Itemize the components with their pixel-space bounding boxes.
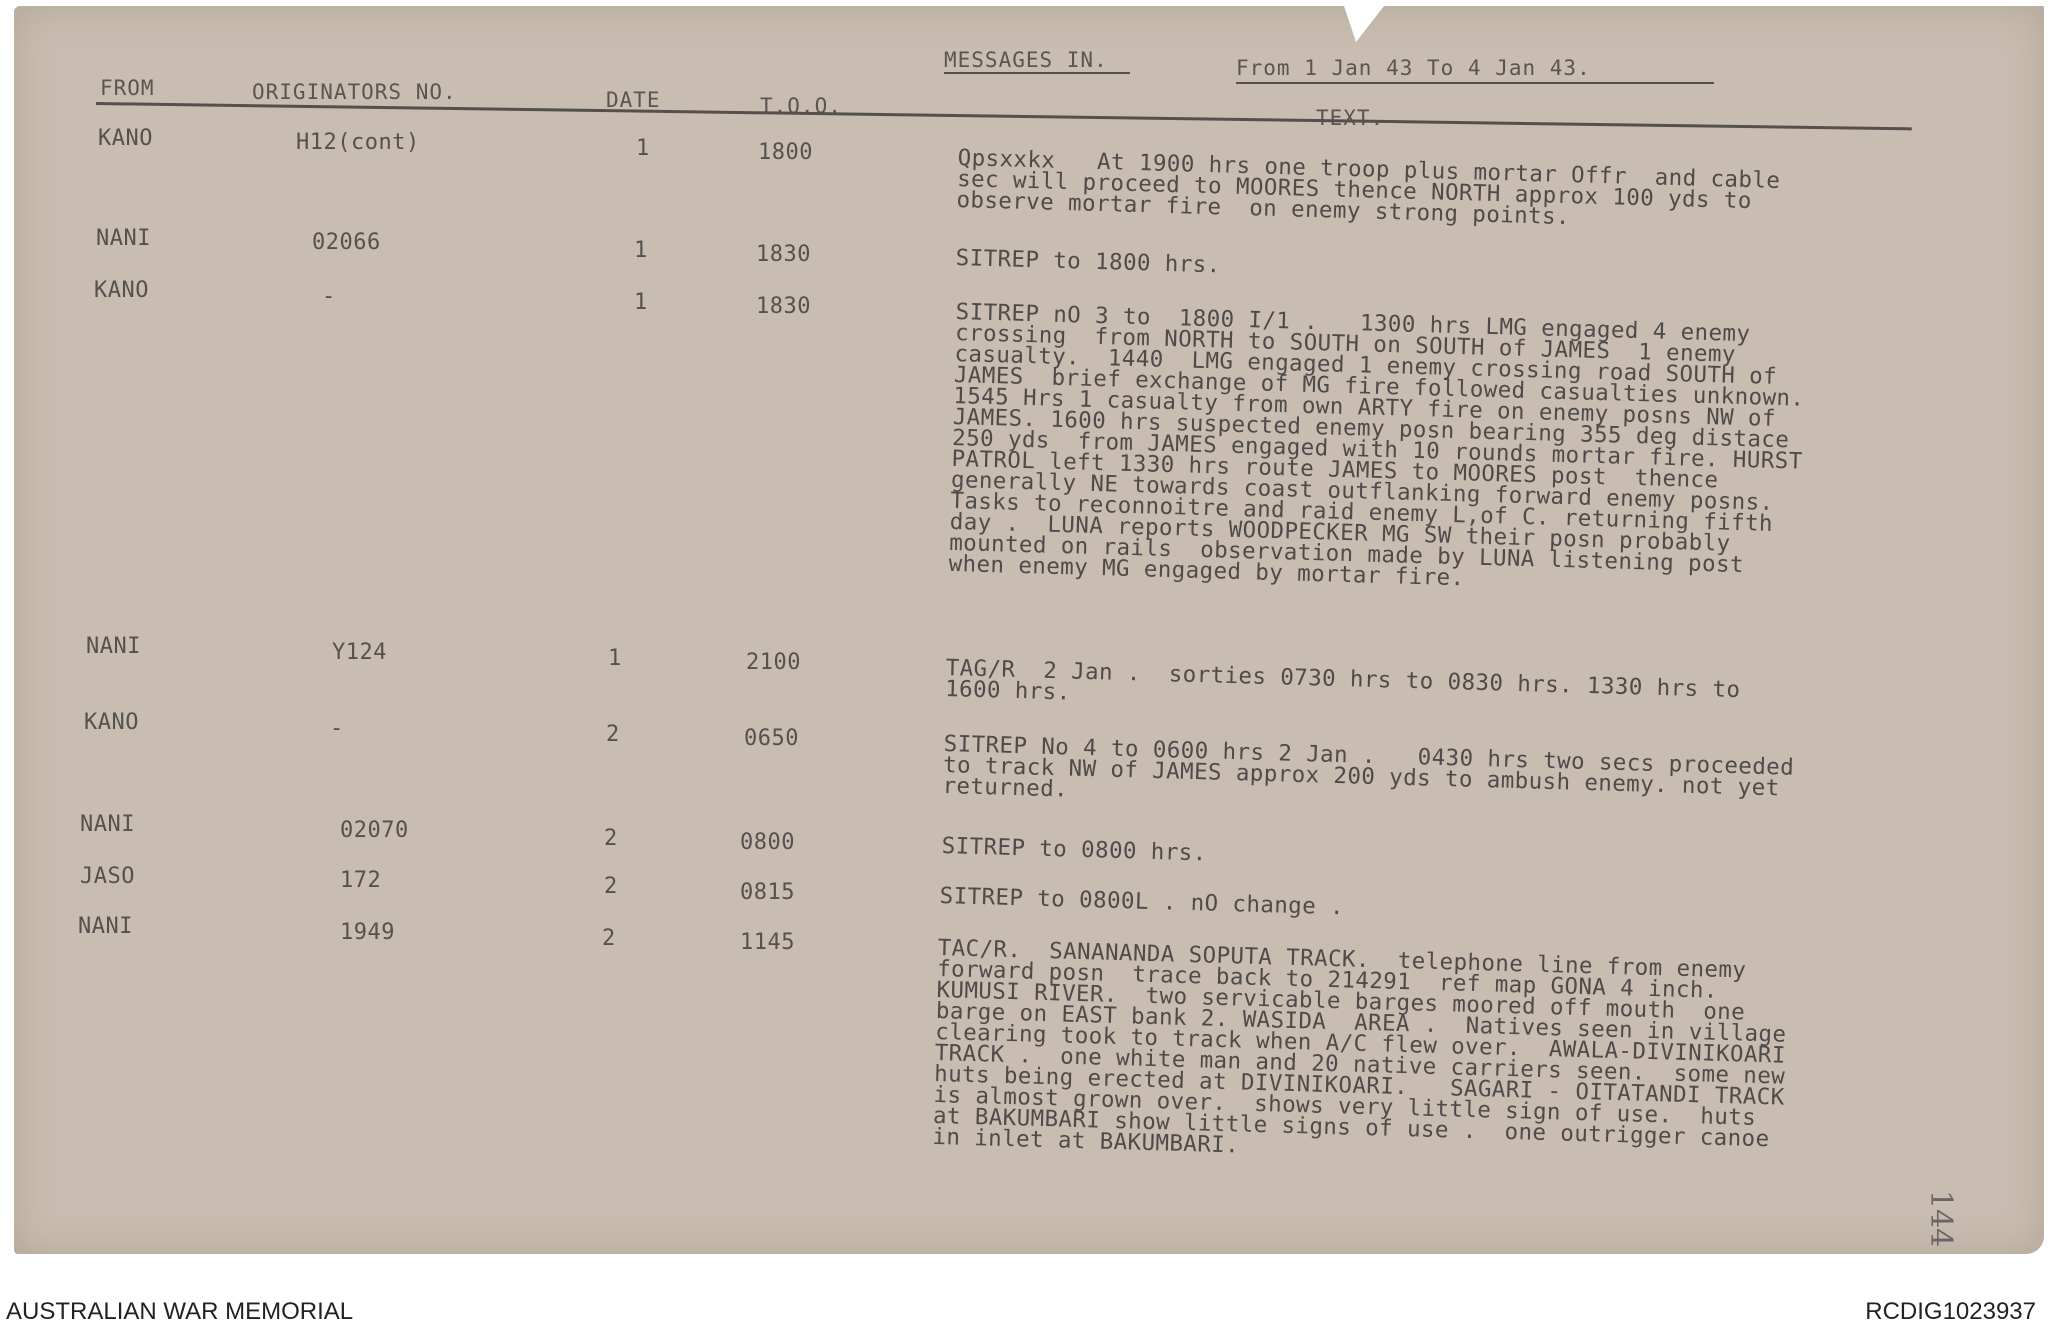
row-too: 0800 <box>740 830 795 855</box>
footer-institution: AUSTRALIAN WAR MEMORIAL <box>6 1298 354 1325</box>
row-text: Qpsxxkx At 1900 hrs one troop plus mortar Offr and cable sec will proceed to MOORES thence NORTH approx 100 yds to observe mortar fire on enemy strong points. <box>956 145 1781 231</box>
row-text: SITREP nO 3 to 1800 I/1 . 1300 hrs LMG engaged 4 enemy crossing from NORTH to SOUTH on SOUTH of JAMES 1 enemy casualty. 1440 LMG engaged 1 enemy crossing road SOUTH of JAMES brief exchange of MG fire followed casualties unknown. 1545 Hrs 1 casualty from own ARTY fire on enemy posns NW of JAMES. 1600 hrs suspected enemy posn bearing 355 deg distace 250 yds from JAMES engaged with 10 rounds mortar fire. HURST PATROL left 1330 hrs route JAMES to MOORES post thence generally NE towards coast outflanking forward enemy posns. Tasks to reconnoitre and raid enemy L,of C. returning fifth day . LUNA reports WOODPECKER MG SW their posn probably mounted on rails observation made by LUNA listening post when enemy MG engaged by mortar fire. <box>948 299 1805 592</box>
row-too: 1800 <box>758 140 813 165</box>
row-text: SITREP to 1800 hrs. <box>955 245 1221 279</box>
row-text: SITREP to 0800 hrs. <box>941 833 1207 867</box>
row-text: SITREP No 4 to 0600 hrs 2 Jan . 0430 hrs two secs proceeded to track NW of JAMES approx 200 yds to ambush enemy. not yet returned. <box>942 731 1795 803</box>
row-too: 2100 <box>746 650 801 675</box>
footer-record-id: RCDIG1023937 <box>1865 1298 2036 1325</box>
row-too: 0650 <box>744 726 799 751</box>
range-underline <box>1236 82 1714 84</box>
row-originator-no: - <box>330 716 344 741</box>
row-date: 2 <box>602 926 616 951</box>
row-too: 1830 <box>756 242 811 267</box>
row-too: 1145 <box>740 930 795 955</box>
row-originator-no: Y124 <box>332 640 387 665</box>
paper-tear <box>1344 6 1384 42</box>
title-underline <box>944 72 1130 74</box>
row-from: NANI <box>96 226 151 251</box>
column-header-date: DATE <box>606 88 661 112</box>
row-from: KANO <box>84 710 139 735</box>
row-text: SITREP to 0800L . nO change . <box>939 883 1345 921</box>
row-from: KANO <box>98 126 153 151</box>
row-date: 1 <box>634 238 648 263</box>
column-header-too: T.O.O. <box>760 94 842 118</box>
row-originator-no: 02070 <box>340 818 409 843</box>
row-date: 1 <box>634 290 648 315</box>
column-header-text: TEXT. <box>1316 106 1385 130</box>
row-text: TAG/R 2 Jan . sorties 0730 hrs to 0830 hrs. 1330 hrs to 1600 hrs. <box>944 655 1741 706</box>
row-from: NANI <box>80 812 135 837</box>
row-originator-no: 172 <box>340 868 382 893</box>
row-date: 1 <box>636 136 650 161</box>
row-from: NANI <box>86 634 141 659</box>
row-from: JASO <box>80 864 135 889</box>
row-from: NANI <box>78 914 133 939</box>
row-originator-no: 02066 <box>312 230 381 255</box>
row-text: TAC/R. SANANANDA SOPUTA TRACK. telephone line from enemy forward posn trace back to 214291 ref map GONA 4 inch. KUMUSI RIVER. two servicable barges moored off mouth one barge on EAST bank 2. WASIDA AREA . Natives seen in village clearing took to track when A/C flew over. AWALA-DIVINIKOARI TRACK . one white man and 20 native carriers seen. some new huts being erected at DIVINIKOARI. SAGARI - OITATANDI TRACK is almost grown over. shows very little sign of use. huts at BAKUMBARI show little signs of use . one outrigger canoe in inlet at BAKUMBARI. <box>932 935 1787 1159</box>
column-header-from: FROM <box>100 76 155 100</box>
row-date: 1 <box>608 646 622 671</box>
row-date: 2 <box>606 722 620 747</box>
row-too: 0815 <box>740 880 795 905</box>
column-header-originators-no: ORIGINATORS NO. <box>252 80 457 104</box>
document-title: MESSAGES IN. <box>944 48 1108 72</box>
row-originator-no: - <box>322 284 336 309</box>
date-range: From 1 Jan 43 To 4 Jan 43. <box>1236 56 1591 80</box>
row-date: 2 <box>604 826 618 851</box>
row-date: 2 <box>604 874 618 899</box>
row-too: 1830 <box>756 294 811 319</box>
row-originator-no: H12(cont) <box>296 130 420 155</box>
page-number: 144 <box>1923 1190 1958 1248</box>
row-originator-no: 1949 <box>340 920 395 945</box>
row-from: KANO <box>94 278 149 303</box>
